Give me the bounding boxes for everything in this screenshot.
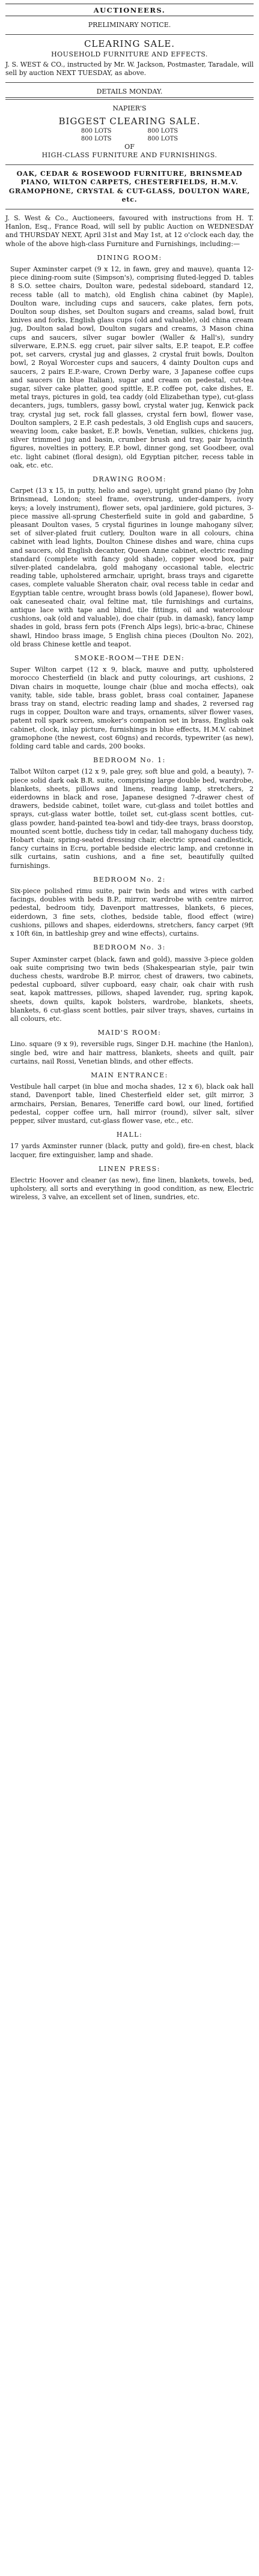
notice2-banner: BIGGEST CLEARING SALE. [58,115,201,127]
room-contents: Super Axminster carpet (9 x 12, in fawn, grey and mauve), quanta 12-piece dining-room suite (Simpson's), comprising fluted-legged D. tables 8 S.O. settee chairs, Doulton ware, pedestal sideboard, standard 12, recess table (all to match), old English china cabinet (by Maple), Doulton ware, including cups and saucers, cake plates, fern pots, Doulton soup dishes, set Doulton sugars and creams, salad bowl, fruit knives and forks, English glass cups (old and valuable), old china cream jug, Doulton salad bowl, Doulton sugars and creams, 3 Mason china cups and saucers, silver sugar bowler (Waller & Hall's), sundry silverware, E.P.N.S. egg cruet, pair silver salts, E.P. teapot, E.P. coffee pot, set carvers, crystal jug and glasses, 2 crystal fruit bowls, Doulton bowl, 2 Royal Worcester cups and saucers, 4 dainty Doulton cups and saucers, 2 pairs E.P.-ware, Crown Derby ware, 3 Japanese coffee cups and saucers (in blue Italian), sugar and cream on pedestal, cut-tea sugar, silver cake platter, good spittle, E.P. coffee pot, cake dishes, E. metal trays, pictures in gold, tea caddy (old Elizabethan type), cut-glass decanters, jugs, tumblers, gassy bowl, crystal water jug, Kenwick pack tray, crystal jug set, rock fall glasses, crystal fern bowl, flower vase, Doulton samplers, 2 E.P. cash pedestals, 3 old English cups and saucers, weaving loom, cake basket, E.P. bowls, Venetian, sulkies, chickens jug, silver trimmed jug and basin, crumber brush and tray, pair hyacinth figures, novelties in pottery, E.P. bowl, dinner gong, set Goodbeer, oval etc. light cabinet (floral design), old Egyptian pitcher, recess table in oak, etc. etc. [10,265,254,469]
room-heading: SMOKE-ROOM—THE DEN: [74,654,185,662]
notice-subtitle: HOUSEHOLD FURNITURE AND EFFECTS. [51,50,208,58]
room-contents: Super Axminster carpet (black, fawn and gold), massive 3-piece golden oak suite comprising two twin beds (Shakespearian style, pair twin duchess chests, wardrobe B.P. mirror, chest of drawers, two cabinets, pedestal cupboard, silver cupboard, easy chair, oak chair with rush seat, kapok mattresses, pillows, shaped lavender, rug, spring kapok, sheets, down quilts, kapok bolsters, wardrobe, blankets, sheets, blankets, 6 cut-glass scent bottles, pair silver trays, shaves, curtains in all colours, etc. [10,955,254,1023]
lots-line: 800 LOTS [81,127,112,134]
notice-banner: CLEARING SALE. [84,38,175,50]
room-contents: Lino. square (9 x 9), reversible rugs, Singer D.H. machine (the Hanlon), single bed, wire and hair mattress, blankets, sheets and quilt, pair curtains, nail Rossi, Venetian blinds, and other effects. [10,1040,254,1065]
lots-block [5,127,254,143]
auction-intro: J. S. West & Co., Auctioneers, favoured with instructions from H. T. Hanlon, Esq., France Road, will sell by public Auction on WEDNESDAY and THURSDAY NEXT, April 31st and May 1st, at 12 o'clock each day, the whole of the above high-class Furniture and Furnishings, including:— [5,214,254,248]
room-heading: HALL: [116,1131,143,1139]
divider [5,164,254,165]
room-contents: 17 yards Axminster runner (black, putty and gold), fire-en chest, black lacquer, fire extinguisher, lamp and shade. [10,1142,254,1159]
room-contents: Vestibule hall carpet (in blue and mocha shades, 12 x 6), black oak hall stand, Davenport table, lined Chesterfield elder set, gilt mirror, 3 armchairs, Persian, Benares, Teneriffe card bowl, our lined, fortified pedestal, copper coffee urn, hall mirror (round), silver salt, silver pepper, silver mustard, cut-glass flower vase, etc., etc. [10,1083,254,1125]
notice-body: J. S. WEST & CO., instructed by Mr. W. Jackson, Postmaster, Taradale, will sell by auction NEXT TUESDAY, as above. [5,60,254,77]
room-contents: Carpet (13 x 15, in putty, helio and sage), upright grand piano (by John Brinsmead, London; steel frame, overstrung, under-dampers, ivory keys; a lovely instrument), flower sets, opal jardiniere, gold pictures, 3-piece massive all-sprung Chesterfield suite in gold and gabardine, 5 pleasant Doulton vases, 5 crystal figurines in lounge mahogany silver, set of silver-plated fruit cutlery, Doulton ware in all colours, china cabinet with lead lights, Doulton Chinese dishes and ware, china cups and saucers, old English decanter, Queen Anne cabinet, electric reading standard (complete with fancy gold shade), copper wood box, pair silver-plated candelabra, gold mahogany occasional table, electric reading table, upholstered armchair, upright, brass trays and cigarette cases, complete valuable Sheraton chair, oval recess table in cedar and Egyptian table centre, wrought brass bowls (old Japanese), flower bowl, oak caneseated chair, oval feltine mat, tile furnishings and curtains, antique lace with tape and blind, tile fittings, oil and watercolour cushions, oak (old and valuable), doe chair (pub. in damask), fancy lamp shades in gold, brass fern pots (French Alps legs), bric-a-brac, Chinese shawl, Hindoo brass image, 5 English china pieces (Doulton No. 202), old brass Chinese kettle and teapot. [10,487,254,648]
divider [5,34,254,35]
rooms-list [5,254,254,1202]
notice-title: PRELIMINARY NOTICE. [88,21,171,29]
lots-line: 800 LOTS [147,127,178,134]
of-label: OF [124,142,135,151]
divider [5,99,254,100]
lots-line: 800 LOTS [81,135,112,142]
lots-line: 800 LOTS [147,135,178,142]
room-heading: MAIN ENTRANCE: [91,1071,168,1079]
column-header: AUCTIONEERS. [5,4,254,16]
room-heading: DRAWING ROOM: [93,475,166,483]
features-line: OAK, CEDAR & ROSEWOOD FURNITURE, BRINSMEAD PIANO, WILTON CARPETS, CHESTERFIELDS, H.M.V. GRAMOPHONE, CRYSTAL & CUT-GLASS, DOULTON WARE, etc. [8,170,251,203]
notice2-subtitle: HIGH-CLASS FURNITURE AND FURNISHINGS. [41,151,218,160]
room-heading: BEDROOM No. 2: [93,875,166,883]
room-heading: DINING ROOM: [97,253,162,262]
notice2-title: NAPIER'S [112,104,147,113]
room-heading: BEDROOM No. 3: [93,943,166,952]
room-heading: LINEN PRESS: [99,1164,160,1173]
divider [5,82,254,83]
room-contents: Talbot Wilton carpet (12 x 9, pale grey, soft blue and gold, a beauty), 7-piece solid dark oak B.R. suite, comprising large double bed, wardrobe, blankets, sheets, pillows and linens, reading lamp, stretchers, 2 eiderdowns in black and rose, Japanese designed 7-drawer chest of drawers, bedside cabinet, toilet ware, cut-glass and toilet bottles and sprays, cut-glass water bottle, toilet set, cut-glass scent bottles, cut-glass powder, hand-painted tea-bowl and tidy-dee trays, brass doorstop, mounted scent bottle, duchess tidy in cedar, tall mahogany duchess tidy, Hobart chair, spring-seated dressing chair, electric spread candlestick, fancy curtains in Ecru, portable bedside electric lamp, and cretonne in silk curtains, satin cushions, and a fine set, beautifully quilted furnishings. [10,768,254,870]
room-contents: Six-piece polished rimu suite, pair twin beds and wires with carbed facings, doubles with beds B.P., mirror, wardrobe with centre mirror, pedestal, bedroom tidy, Davenport mattresses, blankets, 6 pieces, eiderdown, 3 fine sets, clothes, bedside table, flood effect (wire) cushions, pillows and shapes, eiderdowns, stretchers, fancy carpet (9ft x 10ft 6in, in battleship grey and wine effects), curtains. [10,887,254,938]
notice-footer: DETAILS MONDAY. [96,88,163,96]
room-heading: BEDROOM No. 1: [93,756,166,765]
room-contents: Super Wilton carpet (12 x 9, black, mauve and putty, upholstered morocco Chesterfield (in black and putty colourings, art cushions, 2 Divan chairs in moquette, lounge chair (blue and mocha effects), oak vanity, table, side table, brass goblet, brass coal container, Japanese brass tray on stand, electric reading lamp and shades, 2 reversed rag rugs in copper, Doulton ware and trays, ornaments, silver flower vases, patent roll spark screen, smoker's companion set in brass, English oak cabinet, clock, inlay picture, furnishings in blue effects, H.M.V. cabinet gramophone (the newest, cost 60gns) and records, typewriter (as new), folding card table and cards, 200 books. [10,666,254,751]
room-heading: MAID'S ROOM: [97,1029,162,1037]
room-contents: Electric Hoover and cleaner (as new), fine linen, blankets, towels, bed, upholstery, all sorts and everything in good condition, as new, Electric wireless, 3 valve, an excellent set of linen, sundries, etc. [10,1176,254,1202]
divider [5,97,254,98]
newspaper-column [5,0,254,1202]
